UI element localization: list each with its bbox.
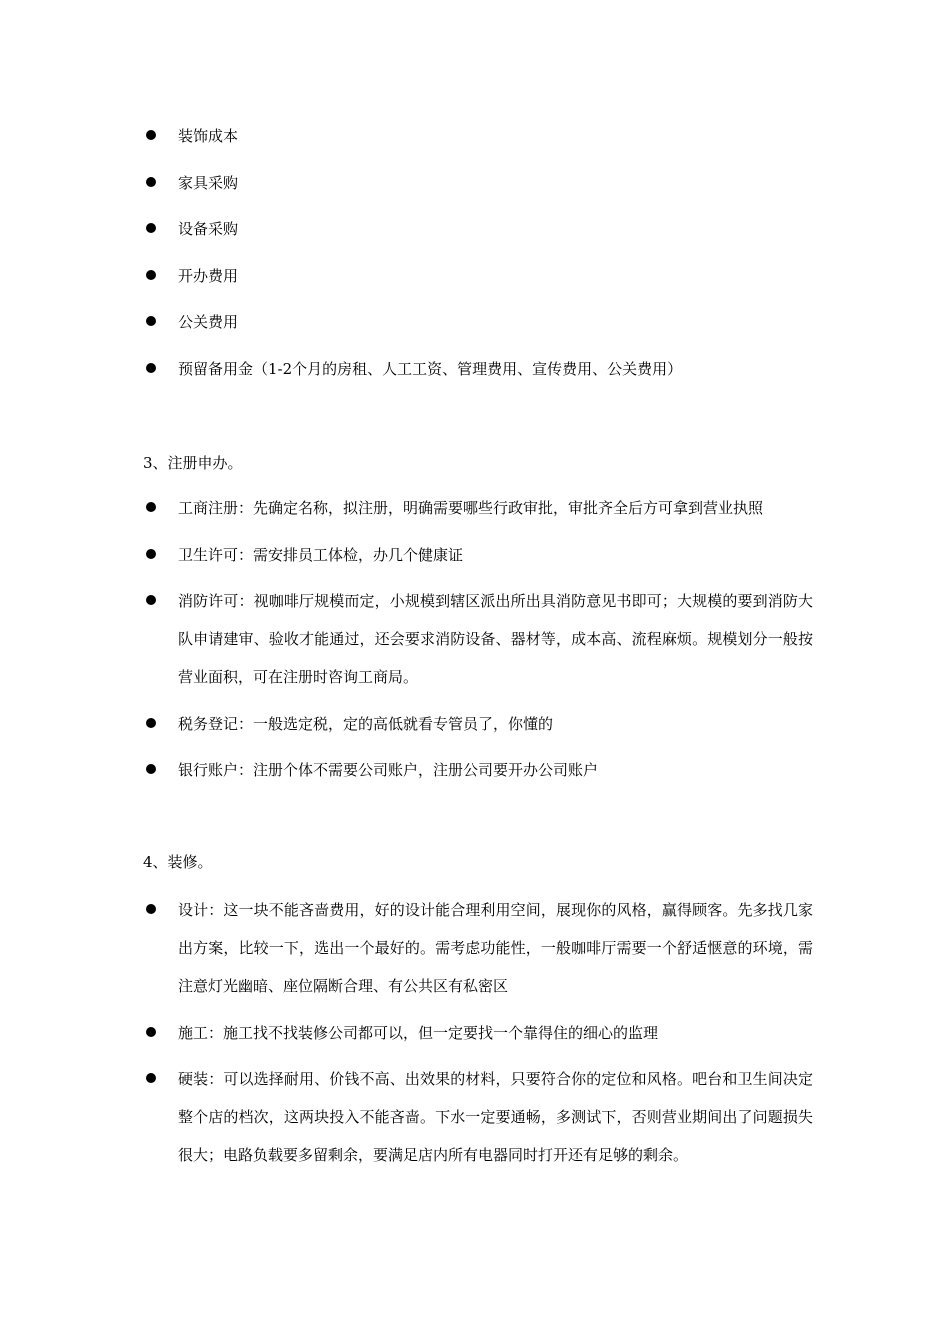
- bullet-icon: [146, 1073, 156, 1083]
- list-item: [143, 489, 813, 527]
- list-item: [143, 117, 813, 155]
- list-item: [143, 350, 813, 388]
- list-item: [143, 303, 813, 341]
- section-heading: 3、注册申办。: [143, 454, 243, 472]
- bullet-icon: [146, 130, 156, 140]
- bullet-icon: [146, 549, 156, 559]
- section-heading: 4、装修。: [143, 853, 213, 871]
- list-item-text: 税务登记：一般选定税，定的高低就看专管员了，你懂的: [178, 714, 554, 733]
- bullet-icon: [146, 904, 156, 914]
- list-item: [143, 582, 813, 696]
- list-item-text: 公关费用: [178, 313, 239, 331]
- bullet-icon: [146, 595, 156, 605]
- list-item-text: 装饰成本: [178, 127, 239, 145]
- bullet-icon: [146, 502, 156, 512]
- list-item: [143, 536, 813, 574]
- bullet-icon: [146, 363, 156, 373]
- registration-list: [143, 489, 813, 798]
- list-item: [143, 164, 813, 202]
- list-item-text: 设计：这一块不能吝啬费用，好的设计能合理利用空间，展现你的风格，赢得顾客。先多找几家出方案，比较一下，选出一个最好的。需考虑功能性，一般咖啡厅需要一个舒适惬意的环境，需注意灯光幽暗、座位隔断合理、有公共区有私密区: [178, 901, 813, 995]
- list-item-text: 家具采购: [178, 173, 239, 192]
- list-item-text: 施工：施工找不找装修公司都可以，但一定要找一个靠得住的细心的监理: [178, 1023, 659, 1042]
- list-item: [143, 1060, 813, 1174]
- list-item-text: 消防许可：视咖啡厅规模而定，小规模到辖区派出所出具消防意见书即可；大规模的要到消防大队申请建审、验收才能通过，还会要求消防设备、器材等，成本高、流程麻烦。规模划分一般按营业面积，可在注册时咨询工商局。: [178, 592, 813, 686]
- list-item-text: 卫生许可：需安排员工体检，办几个健康证: [178, 545, 464, 564]
- decoration-list: [143, 891, 813, 1183]
- bullet-icon: [146, 718, 156, 728]
- list-item: [143, 751, 813, 789]
- list-item-text: 设备采购: [178, 220, 239, 238]
- cost-list: [143, 117, 813, 396]
- bullet-icon: [146, 764, 156, 774]
- bullet-icon: [146, 177, 156, 187]
- bullet-icon: [146, 1027, 156, 1037]
- list-item: [143, 210, 813, 248]
- bullet-icon: [146, 316, 156, 326]
- list-item-text: 工商注册：先确定名称，拟注册，明确需要哪些行政审批，审批齐全后方可拿到营业执照: [178, 499, 764, 517]
- list-item: [143, 1014, 813, 1052]
- list-item: [143, 705, 813, 743]
- list-item: [143, 257, 813, 295]
- list-item-text: 银行账户：注册个体不需要公司账户，注册公司要开办公司账户: [178, 761, 599, 779]
- bullet-icon: [146, 270, 156, 280]
- bullet-icon: [146, 223, 156, 233]
- list-item-text: 硬装：可以选择耐用、价钱不高、出效果的材料，只要符合你的定位和风格。吧台和卫生间决定整个店的档次，这两块投入不能吝啬。下水一定要通畅，多测试下，否则营业期间出了问题损失很大；电路负载要多留剩余，要满足店内所有电器同时打开还有足够的剩余。: [178, 1070, 813, 1164]
- list-item-text: 预留备用金（1-2个月的房租、人工工资、管理费用、宣传费用、公关费用）: [178, 359, 683, 378]
- list-item: [143, 891, 813, 1005]
- list-item-text: 开办费用: [178, 266, 239, 285]
